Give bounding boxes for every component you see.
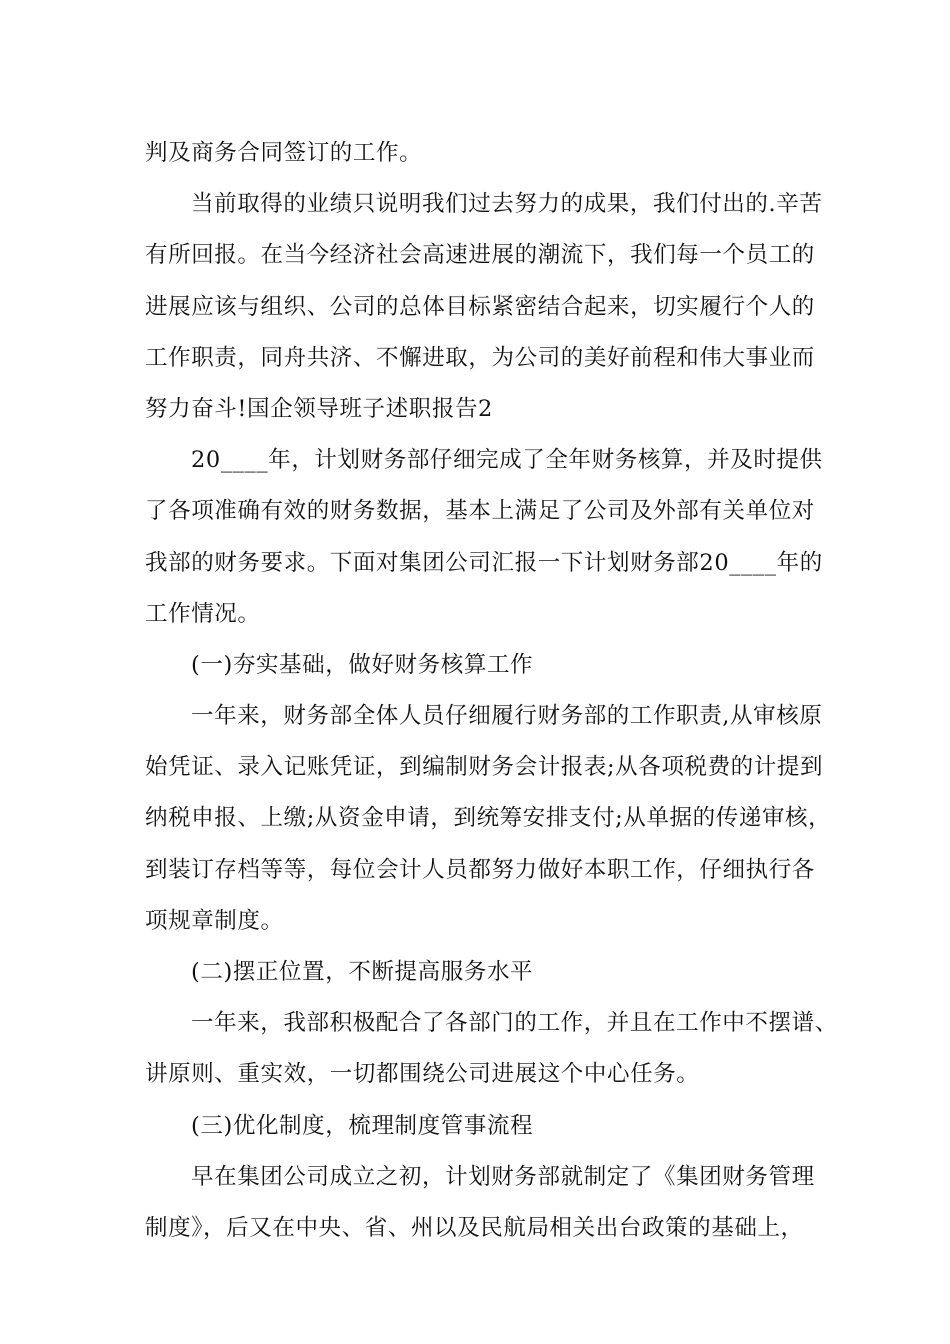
text-line: 进展应该与组织、公司的总体目标紧密结合起来，切实履行个人的 — [145, 293, 815, 320]
section-heading: (三)优化制度，梳理制度管事流程 — [191, 1112, 534, 1139]
text-line: 制度》，后又在中央、省、州以及民航局相关出台政策的基础上， — [145, 1214, 804, 1241]
text-line: 始凭证、录入记账凭证，到编制财务会计报表;从各项税费的计提到 — [145, 754, 824, 781]
text-line: 纳税申报、上缴;从资金申请，到统筹安排支付;从单据的传递审核， — [145, 805, 832, 832]
paragraph-start-line: 当前取得的业绩只说明我们过去努力的成果，我们付出的.辛苦 — [191, 191, 823, 218]
text-line: 努力奋斗!国企领导班子述职报告2 — [145, 395, 493, 422]
text-line: 到装订存档等等，每位会计人员都努力做好本职工作，仔细执行各 — [145, 856, 815, 883]
paragraph-start-line: 早在集团公司成立之初，计划财务部就制定了《集团财务管理 — [191, 1163, 815, 1190]
text-line: 判及商务合同签订的工作。 — [145, 140, 423, 166]
text-line: 了各项准确有效的财务数据，基本上满足了公司及外部有关单位对 — [145, 498, 815, 525]
section-heading: (二)摆正位置，不断提高服务水平 — [191, 959, 534, 985]
text-line: 项规章制度。 — [145, 907, 284, 934]
paragraph-start-line: 20____年，计划财务部仔细完成了全年财务核算，并及时提供 — [191, 447, 823, 474]
text-line: 工作职责，同舟共济、不懈进取，为公司的美好前程和伟大事业而 — [145, 344, 815, 371]
text-line: 我部的财务要求。下面对集团公司汇报一下计划财务部20____年的 — [145, 549, 823, 576]
section-heading: (一)夯实基础，做好财务核算工作 — [191, 651, 534, 678]
text-line: 讲原则、重实效，一切都围绕公司进展这个中心任务。 — [145, 1061, 700, 1088]
document-body — [145, 128, 838, 1254]
paragraph-start-line: 一年来，财务部全体人员仔细履行财务部的工作职责,从审核原 — [191, 703, 823, 730]
text-line: 工作情况。 — [145, 600, 261, 627]
text-line: 有所回报。在当今经济社会高速进展的潮流下，我们每一个员工的 — [145, 242, 815, 269]
paragraph-start-line: 一年来，我部积极配合了各部门的工作，并且在工作中不摆谱、 — [191, 1010, 838, 1037]
